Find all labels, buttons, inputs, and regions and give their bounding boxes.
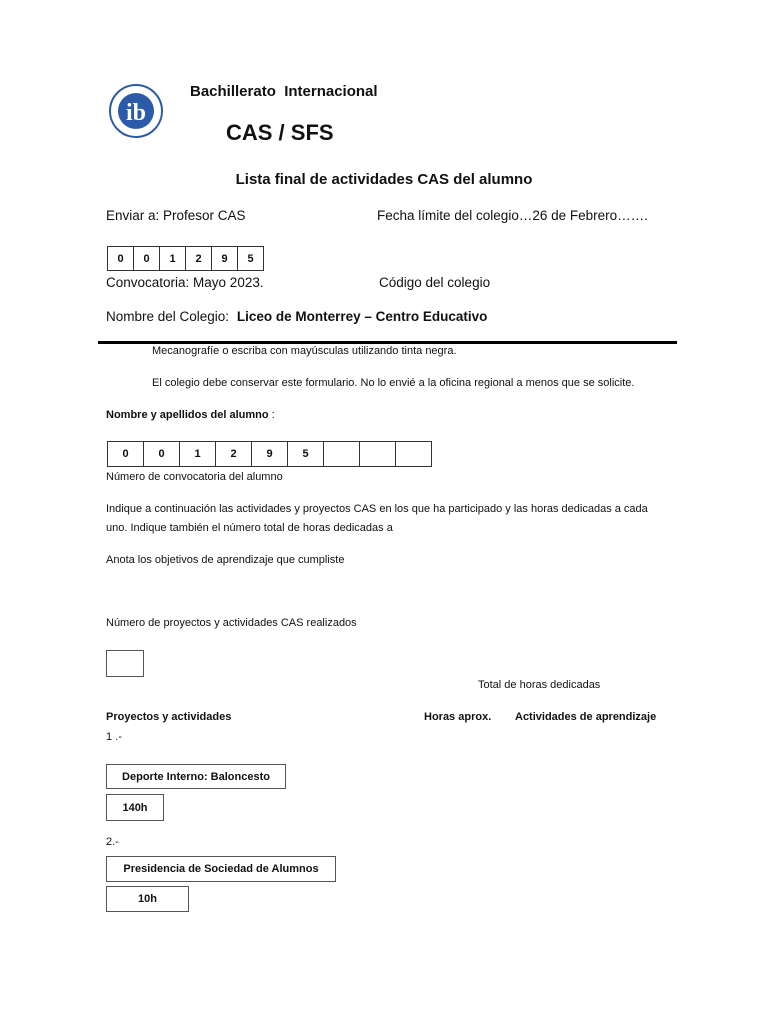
candidate-digit[interactable]: 0 xyxy=(144,442,180,467)
send-to: Enviar a: Profesor CAS xyxy=(106,208,246,223)
school-code-digit[interactable]: 0 xyxy=(108,247,134,271)
col-projects-header: Proyectos y actividades xyxy=(106,711,232,723)
session: Convocatoria: Mayo 2023. xyxy=(106,275,264,290)
total-hours-label: Total de horas dedicadas xyxy=(478,679,601,691)
student-name-colon: : xyxy=(268,409,275,421)
divider xyxy=(98,341,677,344)
student-name-row xyxy=(106,409,275,421)
col-learning-header: Actividades de aprendizaje xyxy=(515,711,657,723)
activity-hours-field[interactable]: 140h xyxy=(106,794,164,821)
school-code-digit[interactable]: 2 xyxy=(186,247,212,271)
candidate-digit[interactable]: 5 xyxy=(288,442,324,467)
deadline: Fecha límite del colegio…26 de Febrero……. xyxy=(377,208,648,223)
candidate-digit[interactable] xyxy=(396,442,432,467)
candidate-number-boxes xyxy=(107,441,432,467)
activity-name-field[interactable]: Presidencia de Sociedad de Alumnos xyxy=(106,856,336,882)
candidate-digit[interactable]: 0 xyxy=(108,442,144,467)
program-title: CAS / SFS xyxy=(226,120,334,145)
instruction-retain: El colegio debe conservar este formulario. No lo envié a la oficina regional a menos que se solicite. xyxy=(152,377,635,389)
organization-name: Bachillerato Internacional xyxy=(190,83,378,100)
candidate-digit[interactable]: 9 xyxy=(252,442,288,467)
school-code-digit[interactable]: 1 xyxy=(160,247,186,271)
school-name-row xyxy=(106,309,487,324)
candidate-number-label: Número de convocatoria del alumno xyxy=(106,471,283,483)
activity-hours-field[interactable]: 10h xyxy=(106,886,189,912)
objectives-label: Anota los objetivos de aprendizaje que cumpliste xyxy=(106,554,345,566)
school-name: Liceo de Monterrey – Centro Educativo xyxy=(236,309,488,324)
school-code-boxes xyxy=(107,246,264,271)
candidate-digit[interactable] xyxy=(324,442,360,467)
school-code-digit[interactable]: 9 xyxy=(212,247,238,271)
candidate-digit[interactable]: 1 xyxy=(180,442,216,467)
col-hours-header: Horas aprox. xyxy=(424,711,492,723)
logo-mark: ib xyxy=(125,100,147,126)
instruction-ink: Mecanografíe o escriba con mayúsculas utilizando tinta negra. xyxy=(152,345,457,357)
page-title: Lista final de actividades CAS del alumno xyxy=(235,171,533,188)
school-code-digit[interactable]: 0 xyxy=(134,247,160,271)
ib-logo xyxy=(106,83,166,139)
school-code-digit[interactable]: 5 xyxy=(238,247,264,271)
indicate-line-2: uno. Indique también el número total de horas dedicadas a xyxy=(106,522,393,534)
count-input[interactable] xyxy=(106,650,144,677)
activity-number: 2.- xyxy=(106,836,119,848)
candidate-digit[interactable] xyxy=(360,442,396,467)
count-label: Número de proyectos y actividades CAS realizados xyxy=(106,617,357,629)
activity-name-field[interactable]: Deporte Interno: Baloncesto xyxy=(106,764,286,789)
activity-number: 1 .- xyxy=(106,731,122,743)
student-name-label: Nombre y apellidos del alumno xyxy=(106,409,269,421)
school-name-label: Nombre del Colegio: xyxy=(106,309,230,324)
indicate-line-1: Indique a continuación las actividades y proyectos CAS en los que ha participado y las horas dedicadas a cada xyxy=(106,503,648,515)
candidate-digit[interactable]: 2 xyxy=(216,442,252,467)
school-code-label: Código del colegio xyxy=(379,275,491,290)
